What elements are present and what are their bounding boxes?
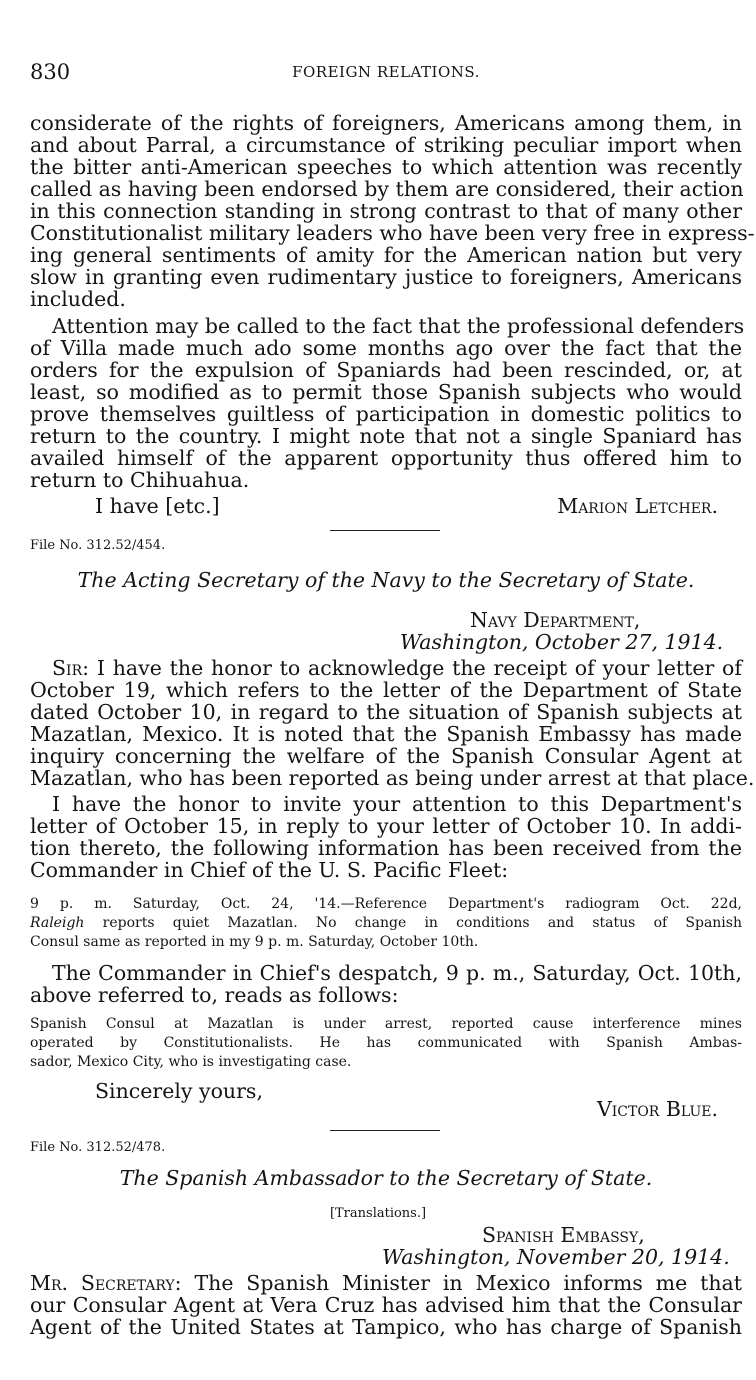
running-title: FOREIGN RELATIONS. [292,63,480,81]
text-line: included. [30,287,126,311]
text-line: called as having been endorsed by them are considered, their action [30,177,744,201]
text-line: our Consular Agent at Vera Cruz has advised him that the Consular [30,1293,742,1317]
salutation: Mr. Secretary: [30,1271,182,1295]
quote-line: Spanish Consul at Mazatlan is under arrest, reported cause interference mines [30,1016,742,1032]
text-line: tion thereto, the following information has been received from the [30,836,742,860]
divider [330,530,440,531]
text-line: Mazatlan, Mexico. It is noted that the Spanish Embassy has made [30,722,742,746]
text-line: Commander in Chief of the U. S. Pacific Fleet: [30,858,509,882]
text-line: dated October 10, in regard to the situation of Spanish subjects at [30,700,742,724]
document-heading: The Acting Secretary of the Navy to the Secretary of State. [77,568,695,592]
salutation: Sir: [52,656,90,680]
text-line: Attention may be called to the fact that the professional defenders [52,314,745,338]
text-line: October 19, which refers to the letter of the Department of State [30,678,742,702]
ship-name: Raleigh [30,915,85,931]
page-number: 830 [30,60,71,84]
text-line: letter of October 15, in reply to your letter of October 10. In addi- [30,814,742,838]
text-line: prove themselves guiltless of participation in domestic politics to [30,402,742,426]
dateline: Washington, October 27, 1914. [400,630,724,654]
quote-line: operated by Constitutionalists. He has communicated with Spanish Ambas- [30,1035,742,1051]
text-line: the bitter anti-American speeches to which attention was recently [30,155,742,179]
file-number: File No. 312.52/478. [30,1140,166,1155]
text-line: Constitutionalist military leaders who have been very free in express- [30,221,755,245]
text-line: inquiry concerning the welfare of the Spanish Consular Agent at [30,744,742,768]
text-line: return to Chihuahua. [30,468,250,492]
translation-note: [Translations.] [329,1206,427,1221]
text-line: in this connection standing in strong contrast to that of many other [30,199,742,223]
text-fragment: reports quiet Mazatlan. No change in conditions and status of Spanish [84,915,742,931]
closing: Sincerely yours, [95,1079,263,1103]
text-line: I have the honor to invite your attention to this Department's [52,792,742,816]
text-line: availed himself of the apparent opportunity thus offered him to [30,446,742,470]
page-header [30,60,742,88]
text-line: considerate of the rights of foreigners, Americans among them, in [30,111,742,135]
signature: Victor Blue. [596,1097,718,1121]
sender-address: Spanish Embassy, [482,1223,645,1247]
document-heading: The Spanish Ambassador to the Secretary of State. [119,1166,653,1190]
text-line: The Commander in Chief's despatch, 9 p. m., Saturday, Oct. 10th, [52,961,742,985]
text-line: return to the country. I might note that not a single Spaniard has [30,424,742,448]
file-number: File No. 312.52/454. [30,538,166,553]
text-line: above referred to, reads as follows: [30,983,399,1007]
text-line: Mazatlan, who has been reported as being under arrest at that place. [30,766,755,790]
text-fragment: I have the honor to acknowledge the receipt of your letter of [96,656,742,680]
divider [330,1130,440,1131]
signature: Marion Letcher. [557,494,718,518]
sender-address: Navy Department, [470,608,641,632]
text-line: least, so modified as to permit those Spanish subjects who would [30,380,742,404]
text-line: slow in granting even rudimentary justice to foreigners, Americans [30,265,742,289]
quote-line [30,913,742,933]
dateline: Washington, November 20, 1914. [382,1245,730,1269]
text-line: and about Parral, a circumstance of striking peculiar import when [30,133,742,157]
text-line [52,657,742,679]
text-line [30,1272,742,1294]
text-line: ing general sentiments of amity for the American nation but very [30,243,742,267]
quote-line: 9 p. m. Saturday, Oct. 24, '14.—Reference Department's radiogram Oct. 22d, [30,896,742,912]
text-line: orders for the expulsion of Spaniards had been rescinded, or, at [30,358,742,382]
closing: I have [etc.] [95,494,220,518]
quote-line: sador, Mexico City, who is investigating case. [30,1054,352,1070]
text-fragment: The Spanish Minister in Mexico informs me that [194,1271,742,1295]
quote-line: Consul same as reported in my 9 p. m. Saturday, October 10th. [30,934,479,950]
text-line: of Villa made much ado some months ago over the fact that the [30,336,742,360]
text-line: Agent of the United States at Tampico, who has charge of Spanish [30,1315,742,1339]
